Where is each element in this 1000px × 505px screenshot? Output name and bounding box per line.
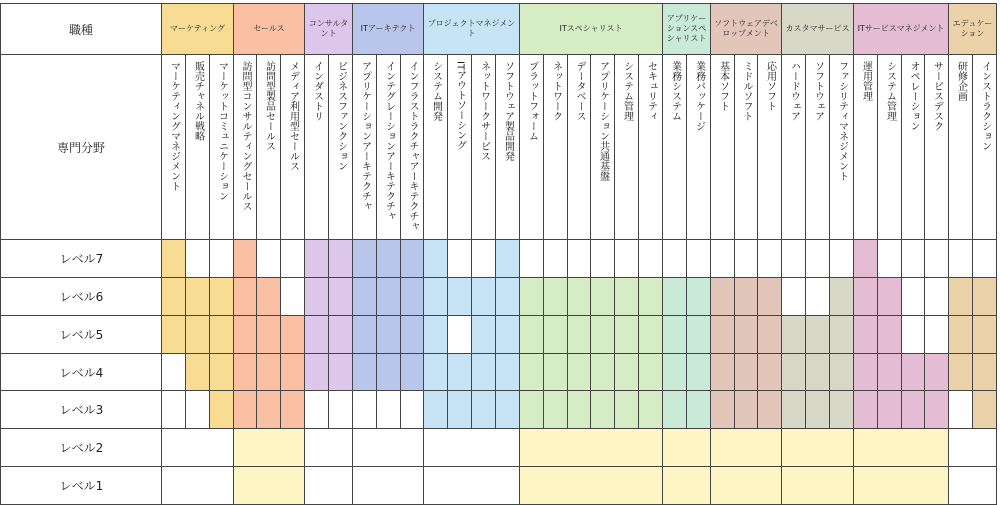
entry-level-cell bbox=[853, 428, 949, 467]
level-cell bbox=[781, 277, 806, 316]
level-cell bbox=[352, 239, 377, 278]
level-cell bbox=[829, 277, 854, 316]
category-header: コンサルタント bbox=[304, 3, 353, 55]
level-cell bbox=[757, 239, 782, 278]
level-cell bbox=[304, 315, 329, 354]
category-header: アプリケーションスペシャリスト bbox=[662, 3, 711, 55]
level-cell bbox=[710, 315, 735, 354]
level-cell bbox=[686, 390, 711, 429]
entry-level-cell bbox=[710, 466, 782, 505]
specialty-label: 販売チャネル戦略 bbox=[192, 61, 204, 141]
level-cell bbox=[781, 315, 806, 354]
specialty-header bbox=[328, 54, 353, 240]
specialty-header bbox=[924, 54, 949, 240]
level-cell bbox=[877, 390, 902, 429]
level-cell bbox=[400, 353, 424, 391]
entry-level-cell bbox=[304, 466, 353, 505]
entry-level-cell bbox=[662, 466, 711, 505]
level-cell bbox=[161, 239, 186, 278]
entry-level-cell bbox=[948, 428, 997, 467]
specialty-label: アプリケーション共通基盤 bbox=[597, 61, 609, 181]
level-cell bbox=[233, 315, 257, 354]
specialty-label: メディア利用型セールス bbox=[287, 61, 299, 171]
level-cell bbox=[376, 277, 401, 316]
entry-level-cell bbox=[161, 428, 234, 467]
specialty-label: アプリケーションアーキテクチャ bbox=[359, 61, 371, 211]
level-cell bbox=[185, 353, 210, 391]
level-cell bbox=[567, 315, 591, 354]
specialty-label: ネットワークサービス bbox=[478, 61, 490, 161]
level-cell bbox=[376, 390, 401, 429]
level-cell bbox=[400, 315, 424, 354]
level-cell bbox=[376, 315, 401, 354]
level-cell bbox=[209, 277, 234, 316]
level-cell bbox=[280, 239, 305, 278]
specialty-label: インテグレーションアーキテクチャ bbox=[383, 61, 395, 221]
level-label: レベル5 bbox=[0, 315, 163, 354]
entry-level-cell bbox=[948, 466, 997, 505]
level-cell bbox=[185, 277, 210, 316]
level-cell bbox=[734, 390, 758, 429]
level-cell bbox=[877, 239, 902, 278]
entry-level-cell bbox=[233, 428, 305, 467]
entry-level-cell bbox=[853, 466, 949, 505]
level-label: レベル1 bbox=[0, 466, 163, 505]
category-header: カスタマサービス bbox=[781, 3, 854, 55]
specialty-header bbox=[495, 54, 520, 240]
specialty-header bbox=[662, 54, 687, 240]
level-cell bbox=[686, 277, 711, 316]
level-label: レベル7 bbox=[0, 239, 163, 278]
level-cell bbox=[614, 239, 639, 278]
specialty-header bbox=[948, 54, 973, 240]
specialty-label: インストラクション bbox=[979, 61, 991, 151]
specialty-header bbox=[376, 54, 401, 240]
level-cell bbox=[233, 239, 257, 278]
level-cell bbox=[280, 390, 305, 429]
specialty-label: ソフトウェア bbox=[812, 61, 824, 121]
specialty-label: ITアウトソーシング bbox=[454, 61, 466, 151]
level-cell bbox=[304, 353, 329, 391]
specialty-label: ハードウェア bbox=[788, 61, 800, 121]
entry-level-cell bbox=[519, 466, 663, 505]
level-cell bbox=[734, 315, 758, 354]
level-cell bbox=[328, 390, 353, 429]
entry-level-cell bbox=[781, 428, 854, 467]
specialty-header bbox=[972, 54, 997, 240]
entry-level-cell bbox=[423, 428, 520, 467]
level-cell bbox=[256, 277, 281, 316]
level-cell bbox=[209, 390, 234, 429]
entry-level-cell bbox=[352, 428, 424, 467]
specialty-header bbox=[734, 54, 758, 240]
level-cell bbox=[352, 277, 377, 316]
level-cell bbox=[423, 315, 448, 354]
entry-level-cell bbox=[352, 466, 424, 505]
specialty-label: サービスデスク bbox=[931, 61, 943, 131]
level-cell bbox=[447, 353, 472, 391]
level-label: レベル6 bbox=[0, 277, 163, 316]
specialty-label: システム管理 bbox=[621, 61, 633, 121]
level-cell bbox=[471, 390, 496, 429]
category-header: プロジェクトマネジメント bbox=[423, 3, 520, 55]
level-cell bbox=[710, 239, 735, 278]
level-cell bbox=[662, 315, 687, 354]
specialty-label: システム開発 bbox=[430, 61, 442, 121]
level-cell bbox=[352, 315, 377, 354]
level-cell bbox=[280, 315, 305, 354]
specialty-header bbox=[757, 54, 782, 240]
level-cell bbox=[256, 390, 281, 429]
level-cell bbox=[924, 353, 949, 391]
specialty-header bbox=[519, 54, 544, 240]
level-cell bbox=[185, 315, 210, 354]
level-cell bbox=[161, 277, 186, 316]
level-cell bbox=[948, 277, 973, 316]
level-cell bbox=[447, 277, 472, 316]
level-cell bbox=[233, 353, 257, 391]
entry-level-cell bbox=[662, 428, 711, 467]
level-cell bbox=[519, 277, 544, 316]
level-cell bbox=[304, 239, 329, 278]
level-cell bbox=[519, 315, 544, 354]
level-cell bbox=[495, 239, 520, 278]
level-cell bbox=[638, 277, 663, 316]
level-cell bbox=[376, 353, 401, 391]
level-cell bbox=[710, 390, 735, 429]
level-cell bbox=[924, 277, 949, 316]
specialty-label: ソフトウェア製品開発 bbox=[502, 61, 514, 161]
specialty-label: 訪問型コンサルティングセールス bbox=[240, 61, 251, 211]
level-cell bbox=[853, 277, 878, 316]
level-cell bbox=[662, 353, 687, 391]
level-cell bbox=[590, 277, 615, 316]
level-cell bbox=[471, 353, 496, 391]
specialty-header bbox=[352, 54, 377, 240]
specialty-header bbox=[423, 54, 448, 240]
level-cell bbox=[662, 277, 687, 316]
level-cell bbox=[447, 390, 472, 429]
level-cell bbox=[256, 315, 281, 354]
level-cell bbox=[614, 353, 639, 391]
level-cell bbox=[185, 239, 210, 278]
specialty-label: マーケットコミュニケーション bbox=[216, 61, 228, 201]
level-cell bbox=[877, 353, 902, 391]
level-cell bbox=[734, 353, 758, 391]
level-cell bbox=[686, 315, 711, 354]
level-cell bbox=[352, 353, 377, 391]
entry-level-cell bbox=[161, 466, 234, 505]
level-cell bbox=[829, 315, 854, 354]
level-cell bbox=[781, 390, 806, 429]
level-cell bbox=[853, 353, 878, 391]
level-cell bbox=[853, 315, 878, 354]
level-cell bbox=[495, 390, 520, 429]
level-cell bbox=[781, 239, 806, 278]
specialty-header bbox=[256, 54, 281, 240]
level-cell bbox=[447, 239, 472, 278]
level-cell bbox=[901, 239, 925, 278]
level-cell bbox=[209, 239, 234, 278]
level-cell bbox=[757, 277, 782, 316]
specialty-header bbox=[304, 54, 329, 240]
level-cell bbox=[972, 353, 997, 391]
level-cell bbox=[757, 315, 782, 354]
level-cell bbox=[567, 277, 591, 316]
level-cell bbox=[638, 315, 663, 354]
level-cell bbox=[519, 239, 544, 278]
corner-bottom-label: 専門分野 bbox=[0, 54, 162, 240]
level-cell bbox=[948, 315, 973, 354]
level-cell bbox=[805, 353, 830, 391]
entry-level-cell bbox=[233, 466, 305, 505]
level-cell bbox=[328, 315, 353, 354]
specialty-header bbox=[280, 54, 305, 240]
level-cell bbox=[209, 315, 234, 354]
specialty-header bbox=[471, 54, 496, 240]
level-cell bbox=[590, 390, 615, 429]
level-cell bbox=[829, 390, 854, 429]
level-cell bbox=[328, 277, 353, 316]
specialty-label: ネットワーク bbox=[550, 61, 562, 121]
level-cell bbox=[256, 353, 281, 391]
entry-level-cell bbox=[423, 466, 520, 505]
level-cell bbox=[185, 390, 210, 429]
level-cell bbox=[948, 390, 973, 429]
level-cell bbox=[638, 390, 663, 429]
specialty-label: データベース bbox=[574, 61, 585, 121]
level-cell bbox=[161, 390, 186, 429]
level-cell bbox=[280, 353, 305, 391]
level-cell bbox=[877, 315, 902, 354]
level-cell bbox=[543, 353, 568, 391]
level-cell bbox=[567, 390, 591, 429]
level-cell bbox=[519, 353, 544, 391]
level-cell bbox=[638, 239, 663, 278]
level-cell bbox=[161, 315, 186, 354]
level-cell bbox=[590, 239, 615, 278]
level-cell bbox=[662, 239, 687, 278]
specialty-label: プラットフォーム bbox=[526, 61, 538, 141]
level-cell bbox=[543, 277, 568, 316]
level-cell bbox=[328, 239, 353, 278]
specialty-header bbox=[877, 54, 902, 240]
specialty-label: システム管理 bbox=[884, 61, 896, 121]
level-cell bbox=[948, 353, 973, 391]
level-cell bbox=[209, 353, 234, 391]
level-cell bbox=[948, 239, 973, 278]
level-cell bbox=[233, 277, 257, 316]
specialty-header bbox=[185, 54, 210, 240]
level-cell bbox=[304, 390, 329, 429]
specialty-label: 運用管理 bbox=[860, 61, 872, 101]
specialty-label: 応用ソフト bbox=[764, 61, 776, 111]
specialty-header bbox=[543, 54, 568, 240]
level-cell bbox=[376, 239, 401, 278]
specialty-label: マーケティングマネジメント bbox=[168, 61, 180, 191]
level-cell bbox=[495, 277, 520, 316]
level-cell bbox=[161, 353, 186, 391]
level-cell bbox=[901, 353, 925, 391]
specialty-label: インフラストラクチャアーキテクチャ bbox=[407, 61, 418, 231]
specialty-header bbox=[447, 54, 472, 240]
level-cell bbox=[710, 353, 735, 391]
level-cell bbox=[972, 390, 997, 429]
level-cell bbox=[543, 390, 568, 429]
level-cell bbox=[400, 277, 424, 316]
level-cell bbox=[423, 353, 448, 391]
level-cell bbox=[853, 390, 878, 429]
specialty-header bbox=[209, 54, 234, 240]
level-cell bbox=[757, 390, 782, 429]
category-header: マーケティング bbox=[161, 3, 234, 55]
specialty-header bbox=[567, 54, 591, 240]
level-cell bbox=[423, 390, 448, 429]
level-cell bbox=[328, 353, 353, 391]
level-cell bbox=[829, 239, 854, 278]
specialty-header bbox=[853, 54, 878, 240]
level-cell bbox=[423, 239, 448, 278]
level-cell bbox=[590, 315, 615, 354]
level-cell bbox=[495, 315, 520, 354]
specialty-label: ミドルソフト bbox=[741, 61, 752, 121]
specialty-label: 基本ソフト bbox=[717, 61, 729, 111]
level-cell bbox=[495, 353, 520, 391]
level-cell bbox=[400, 390, 424, 429]
level-cell bbox=[853, 239, 878, 278]
level-cell bbox=[972, 315, 997, 354]
specialty-label: ファシリティマネジメント bbox=[836, 61, 848, 181]
specialty-label: オペレーション bbox=[908, 61, 919, 131]
specialty-label: セキュリティ bbox=[645, 61, 657, 121]
level-cell bbox=[590, 353, 615, 391]
level-cell bbox=[901, 390, 925, 429]
level-cell bbox=[447, 315, 472, 354]
specialty-label: 業務システム bbox=[669, 61, 681, 121]
level-label: レベル4 bbox=[0, 353, 163, 391]
level-cell bbox=[734, 239, 758, 278]
category-header: セールス bbox=[233, 3, 305, 55]
specialty-header bbox=[233, 54, 257, 240]
specialty-header bbox=[161, 54, 186, 240]
level-cell bbox=[686, 239, 711, 278]
level-cell bbox=[280, 277, 305, 316]
specialty-header bbox=[781, 54, 806, 240]
level-cell bbox=[781, 353, 806, 391]
specialty-label: 業務パッケージ bbox=[693, 61, 705, 131]
specialty-header bbox=[590, 54, 615, 240]
level-cell bbox=[924, 390, 949, 429]
entry-level-cell bbox=[781, 466, 854, 505]
category-header: エデュケーション bbox=[948, 3, 997, 55]
level-cell bbox=[400, 239, 424, 278]
specialty-header bbox=[901, 54, 925, 240]
level-cell bbox=[972, 277, 997, 316]
specialty-header bbox=[829, 54, 854, 240]
specialty-header bbox=[400, 54, 424, 240]
level-cell bbox=[686, 353, 711, 391]
level-cell bbox=[638, 353, 663, 391]
level-cell bbox=[567, 239, 591, 278]
level-cell bbox=[352, 390, 377, 429]
level-cell bbox=[567, 353, 591, 391]
level-cell bbox=[471, 239, 496, 278]
entry-level-cell bbox=[304, 428, 353, 467]
level-cell bbox=[256, 239, 281, 278]
level-cell bbox=[901, 315, 925, 354]
specialty-label: 研修企画 bbox=[955, 61, 967, 101]
corner-top-label: 職種 bbox=[0, 3, 162, 55]
entry-level-cell bbox=[710, 428, 782, 467]
level-cell bbox=[877, 277, 902, 316]
level-label: レベル2 bbox=[0, 428, 163, 467]
level-cell bbox=[614, 390, 639, 429]
specialty-header bbox=[805, 54, 830, 240]
level-cell bbox=[829, 353, 854, 391]
entry-level-cell bbox=[519, 428, 663, 467]
level-cell bbox=[543, 315, 568, 354]
level-label: レベル3 bbox=[0, 390, 163, 429]
level-cell bbox=[304, 277, 329, 316]
specialty-header bbox=[614, 54, 639, 240]
level-cell bbox=[805, 239, 830, 278]
level-cell bbox=[734, 277, 758, 316]
level-cell bbox=[614, 277, 639, 316]
category-header: ITアーキテクト bbox=[352, 3, 424, 55]
category-header: ITサービスマネジメント bbox=[853, 3, 949, 55]
specialty-header bbox=[710, 54, 735, 240]
level-cell bbox=[805, 277, 830, 316]
specialty-label: 訪問型製品セールス bbox=[263, 61, 275, 151]
level-cell bbox=[757, 353, 782, 391]
specialty-header bbox=[638, 54, 663, 240]
category-header: ITスペシャリスト bbox=[519, 3, 663, 55]
level-cell bbox=[805, 390, 830, 429]
level-cell bbox=[924, 239, 949, 278]
level-cell bbox=[471, 315, 496, 354]
level-cell bbox=[423, 277, 448, 316]
level-cell bbox=[614, 315, 639, 354]
level-cell bbox=[710, 277, 735, 316]
level-cell bbox=[662, 390, 687, 429]
level-cell bbox=[901, 277, 925, 316]
specialty-header bbox=[686, 54, 711, 240]
level-cell bbox=[471, 277, 496, 316]
level-cell bbox=[519, 390, 544, 429]
specialty-label: インダストリ bbox=[311, 61, 323, 121]
level-cell bbox=[543, 239, 568, 278]
level-cell bbox=[233, 390, 257, 429]
category-header: ソフトウェアデベロップメント bbox=[710, 3, 782, 55]
level-cell bbox=[924, 315, 949, 354]
specialty-label: ビジネスファンクション bbox=[335, 61, 347, 171]
level-cell bbox=[972, 239, 997, 278]
level-cell bbox=[805, 315, 830, 354]
